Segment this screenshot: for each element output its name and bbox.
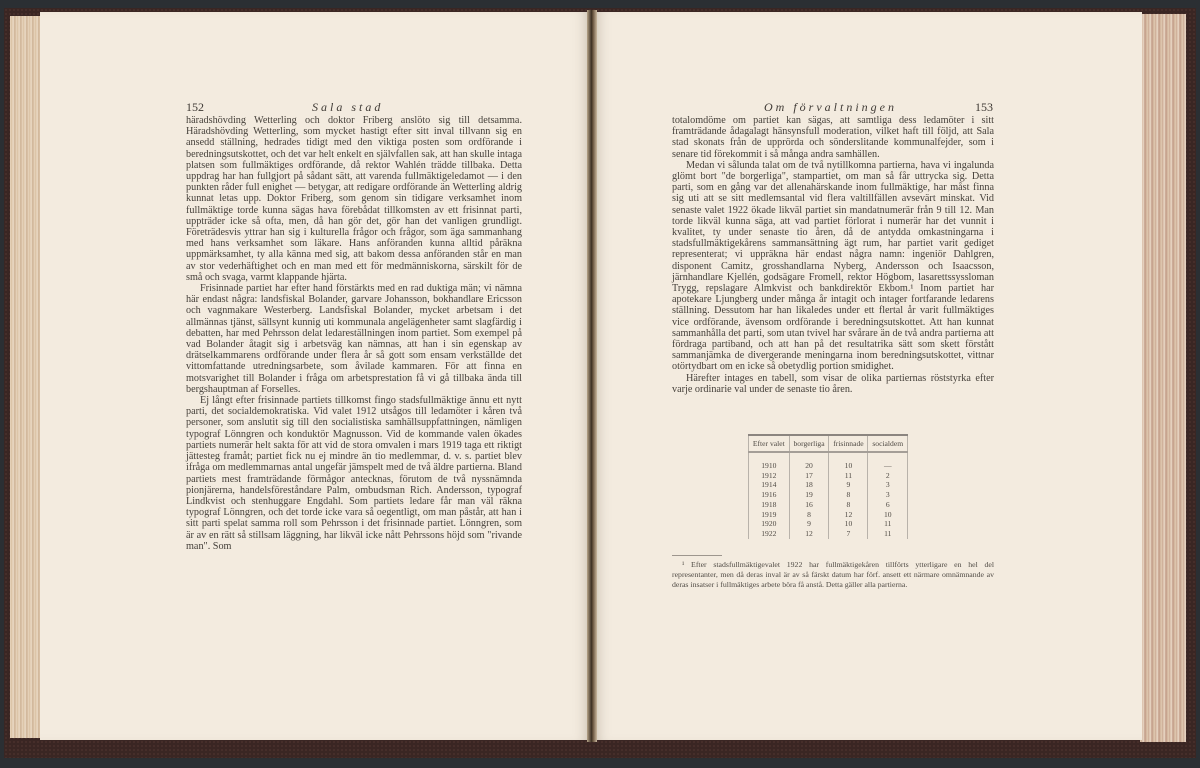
- page-edges-right: [1140, 14, 1186, 742]
- header-cell: frisinnade: [829, 435, 868, 452]
- table-row: [749, 490, 908, 500]
- table-cell: 1912: [749, 471, 790, 481]
- table-cell: 1922: [749, 529, 790, 539]
- left-page-number: 152: [186, 100, 204, 114]
- table-cell: 9: [789, 519, 829, 529]
- paragraph: Härefter intages en tabell, som visar de olika partiernas röststyrka efter varje ordinarie val under de senaste tio åren.: [672, 372, 994, 395]
- left-page-body: [186, 115, 522, 552]
- right-running-title: [764, 100, 897, 115]
- right-page-number: 153: [975, 100, 993, 114]
- table-cell: 10: [829, 519, 868, 529]
- paragraph: Medan vi sålunda talat om de två nytillkomna partierna, hava vi ingalunda glömt bort "de borgerliga", stampartiet, om man så får uttrycka sig. Detta parti, som en gång var det allenahärskande inom fullmäktige, har måst finna sig uti att se sitt medlemsantal vid flera valtillfällen avsevärt minskat. Vid senaste valet 1922 ökade likväl partiet sin mandatnumerär från 9 till 12. Man torde likväl kunna säga, att vad partiet förlorat i numerär har det vunnit i kvalitet, ty under senaste tio åren, då de antydda omkastningarna i stadsfullmäktigekårens sammansättning ägt rum, har partiet varit gediget representerat; vi uppräkna här endast några namn: ingeniör Dahlgren, disponent Camitz, grosshandlarna Nyberg, Andersson och Isaacsson, järnhandlare Kjellén, godsägare Fromell, rektor Högbom, lasarettssyssloman Trygg, repslagare Almkvist och bankdirektör Ekbom.¹ Inom partiet har apotekare Ljungberg under många år intagit och intager fortfarande ledarens ställning. Dessutom har han likaledes under ett flertal år varit fullmäktiges vice ordförande, ävensom ordförande i beredningsutskottet. Att han kunnat sammanhålla det parti, som utan tvivel har svårare än de två andra partierna att fördraga partiband, och att han på det resultatrika sätt som skett förstått sammanjämka de divergerande meningarna inom beredningsutskottet, vittnar otörtydbart om en icke så obetydlig portion smidighet.: [672, 159, 994, 373]
- table-cell: 3: [868, 480, 908, 490]
- table-cell: 2: [868, 471, 908, 481]
- table-cell: 9: [829, 480, 868, 490]
- table-cell: 12: [789, 529, 829, 539]
- table-cell: 11: [868, 529, 908, 539]
- paragraph: Ej långt efter frisinnade partiets tillkomst fingo stadsfullmäktige ännu ett nytt parti, det socialdemokratiska. Vid valet 1912 utsågos till ledamöter i kåren två personer, som anslutit sig till den socialistiska samhällsuppfattningen, nämligen typograf Lönngren och konduktör Magnusson. Vid de kommande valen ökades partiets numerär helt sakta för att vid de stora omvalen i mars 1919 taga ett riktigt jättesteg framåt; partiet fick nu ej mindre än tio medlemmar, d. v. s. partiet blev ifråga om medlemmarnas antal ungefär jämspelt med de två äldre partierna. Bland partiets mest framträdande förmågor antecknas, förutom de två nyssnämnda pionjärerna, handelsföreståndare Palm, ombudsman Rich. Andersson, typograf Lindkvist och stenhuggare Engdahl. Som partiets ledare får man väl räkna typograf Lönngren, och det torde icke vara så oegentligt, om man påstår, att han i sitt parti spelat samma roll som Pehrsson i det frisinnade partiet. Lönngren, som är av en rätt så stillsam läggning, har likväl icke nått Pehrssons höjd som "rivande man". Som: [186, 395, 522, 552]
- table-cell: 1918: [749, 500, 790, 510]
- table-cell: 1920: [749, 519, 790, 529]
- footnote-rule: [672, 555, 722, 556]
- table-row: [749, 519, 908, 529]
- party-strength-table: [748, 434, 908, 539]
- paragraph: häradshövding Wetterling och doktor Friberg anslöto sig till detsamma. Häradshövding Wetterling, som mycket hastigt efter sitt inval tillvann sig en ansedd ställning, hedrades tidigt med den viktiga posten som ordförande i beredningsutskottet, och det var helt enkelt en självfallen sak, att han skulle intaga platsen som fullmäktiges ordförande, då rektor Wahlén trädde tillbaka. Detta uppdrag har han fullgjort på sådant sätt, att varenda fullmäktigeledamot — i den punkten råder full enighet — betygar, att redigare ordförande än Wetterling aldrig kunnat letas upp. Doktor Friberg, som genom sin tidigare verksamhet inom fullmäktige torde kunna sägas hava förebådat tillkomsten av ett frisinnat parti, uppträder icke så ofta, men, då han gör det, gör han det vanligen grundligt. Företrädesvis yttrar han sig i kulturella frågor och frågor, som äga sammanhang med hans verksamhet som läkare. Hans anföranden kunna alltid påräkna uppmärksamhet, ty alla känna med sig, att bakom dessa anföranden står en man av stor vederhäftighet och en man med ett för medmänniskorna, särskilt för de små och svaga, varmt klappande hjärta.: [186, 115, 522, 283]
- header-cell: socialdem: [868, 435, 908, 452]
- table-cell: 20: [789, 461, 829, 471]
- table-cell: 8: [829, 490, 868, 500]
- table-row: [749, 529, 908, 539]
- table-cell: 1910: [749, 461, 790, 471]
- right-page-body: [672, 115, 994, 395]
- left-running-title: [312, 100, 383, 115]
- table-cell: 6: [868, 500, 908, 510]
- table-cell: 10: [829, 461, 868, 471]
- left-running-title-text: Sala stad: [312, 100, 384, 114]
- table-row: [749, 500, 908, 510]
- table-cell: 11: [868, 519, 908, 529]
- table-cell: 17: [789, 471, 829, 481]
- table-row: [749, 461, 908, 471]
- right-running-title-text: Om förvaltningen: [764, 100, 897, 114]
- table-cell: 10: [868, 510, 908, 520]
- page-edges-left: [10, 16, 44, 738]
- paragraph: Frisinnade partiet har efter hand förstärkts med en rad duktiga män; vi nämna här endast några: landsfiskal Bolander, garvare Johansson, bokhandlare Ericsson och vagnmakare Westerberg. Landsfiskal Bolander, mycket arbetsam i det allmännas tjänst, sällsynt kunnig uti kommunala angelägenheter samt slagfärdig i debatten, har med Pehrsson delat ledareställningen inom partiet. Som exempel på vad Bolander åtagit sig i arbetsväg kan nämnas, att han i sin egenskap av drätselkammarens ordförande under flera år så gott som ensam verkställde det vittomfattande utredningsarbete, som åvilade kammaren. För att finna en motsvarighet till Bolander i fråga om arbetsprestation få vi gå tillbaka ända till bergshauptman af Forselles.: [186, 283, 522, 395]
- table-cell: 1919: [749, 510, 790, 520]
- table-cell: 1916: [749, 490, 790, 500]
- table-header-row: [749, 435, 908, 452]
- table-cell: 3: [868, 490, 908, 500]
- header-cell: borgerliga: [789, 435, 829, 452]
- table-cell: 19: [789, 490, 829, 500]
- paragraph: totalomdöme om partiet kan sägas, att samtliga dess ledamöter i sitt framträdande ådagalagt hänsynsfull moderation, vilket haft till följd, att Sala stad skonats från de upprörda och sönderslitande kommunalfejder, som i senare tid förekommit i så många andra samhällen.: [672, 115, 994, 160]
- table-cell: 7: [829, 529, 868, 539]
- table-cell: 16: [789, 500, 829, 510]
- table-row: [749, 480, 908, 490]
- table-cell: 18: [789, 480, 829, 490]
- table-spacer: [749, 452, 908, 461]
- table-cell: 1914: [749, 480, 790, 490]
- table-cell: 12: [829, 510, 868, 520]
- footnote: [672, 560, 994, 589]
- footnote-text: ¹ Efter stadsfullmäktigevalet 1922 har fullmäktigekåren tillförts ytterligare en hel del representanter, men då deras inval är av så färskt datum har förf. ansett ett närmare omnämnande av deras insatser i fullmäktiges arbete böra få anstå. Detta gäller alla partierna.: [672, 560, 994, 589]
- table-cell: 8: [789, 510, 829, 520]
- table-cell: 8: [829, 500, 868, 510]
- table-row: [749, 471, 908, 481]
- table-cell: 11: [829, 471, 868, 481]
- table-row: [749, 510, 908, 520]
- header-cell: Efter valet: [749, 435, 790, 452]
- table-cell: —: [868, 461, 908, 471]
- book-gutter: [587, 10, 597, 742]
